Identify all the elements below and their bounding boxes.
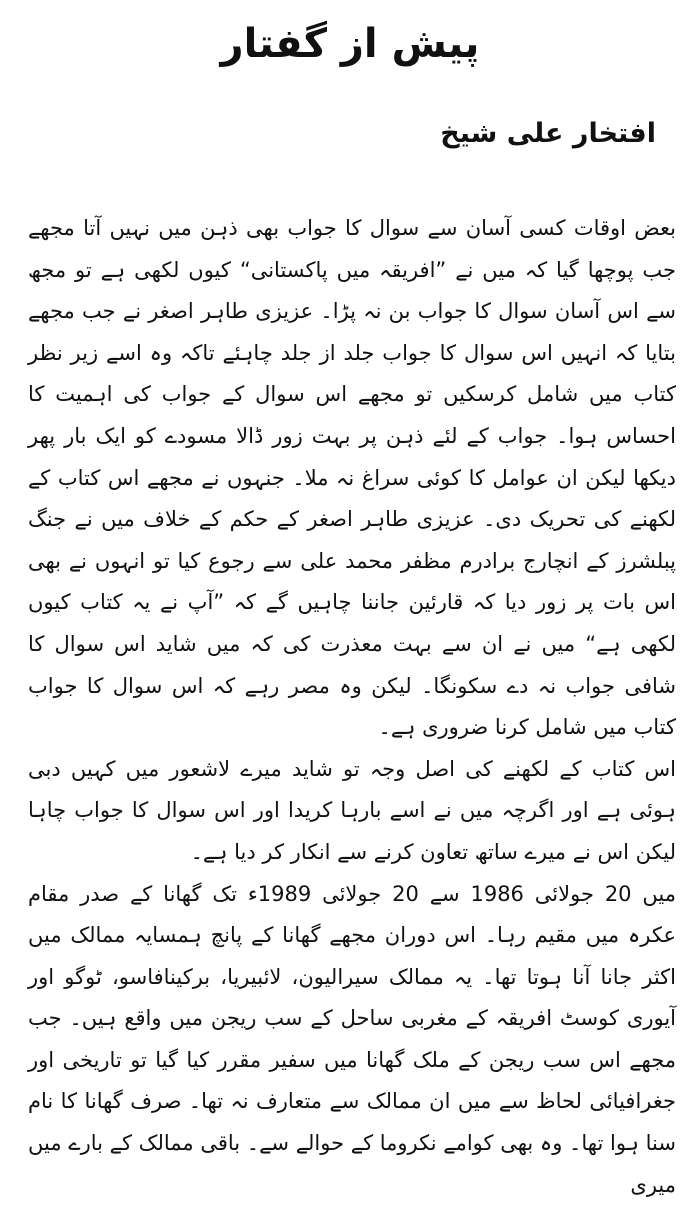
page-title: پیش از گفتار	[0, 14, 700, 74]
body-text	[28, 208, 676, 1206]
paragraph-1: بعض اوقات کسی آسان سے سوال کا جواب بھی ذہن میں نہیں آتا مجھے جب پوچھا گیا کہ میں نے ”افریقہ میں پاکستانی“ کیوں لکھی ہے تو مجھ سے اس آسان سوال کا جواب بن نہ پڑا۔ عزیزی طاہر اصغر نے جب مجھے بتایا کہ انہیں اس سوال کا جواب جلد از جلد چاہئے تاکہ وہ اسے زیر نظر کتاب میں شامل کرسکیں تو مجھے اس سوال کے جواب کی اہمیت کا احساس ہوا۔ جواب کے لئے ذہن پر بہت زور ڈالا مسودے کو ایک بار پھر دیکھا لیکن ان عوامل کا کوئی سراغ نہ ملا۔ جنہوں نے مجھے اس کتاب کے لکھنے کی تحریک دی۔ عزیزی طاہر اصغر کے حکم کے خلاف میں نے جنگ پبلشرز کے انچارج برادرم مظفر محمد علی سے رجوع کیا تو انہوں نے بھی اس بات پر زور دیا کہ قارئین جاننا چاہیں گے کہ ”آپ نے یہ کتاب کیوں لکھی ہے“ میں نے ان سے بہت معذرت کی کہ میں شاید اس سوال کا شافی جواب نہ دے سکونگا۔ لیکن وہ مصر رہے کہ اس سوال کا جواب کتاب میں شامل کرنا ضروری ہے۔	[28, 208, 676, 749]
paragraph-3: میں 20 جولائی 1986 سے 20 جولائی 1989ء تک گھانا کے صدر مقام عکرہ میں مقیم رہا۔ اس دوران مجھے گھانا کے پانچ ہمسایہ ممالک میں اکثر جانا آنا ہوتا تھا۔ یہ ممالک سیرالیون، لائبیریا، برکینافاسو، ٹوگو اور آیوری کوسٹ افریقہ کے مغربی ساحل کے سب ریجن میں واقع ہیں۔ جب مجھے اس سب ریجن کے ملک گھانا میں سفیر مقرر کیا گیا تو تاریخی اور جغرافیائی لحاظ سے میں ان ممالک سے متعارف نہ تھا۔ صرف گھانا کا نام سنا ہوا تھا۔ وہ بھی کوامے نکروما کے حوالے سے۔ باقی ممالک کے بارے میں میری	[28, 874, 676, 1206]
author-name: افتخار علی شیخ	[440, 112, 656, 156]
paragraph-2: اس کتاب کے لکھنے کی اصل وجہ تو شاید میرے لاشعور میں کہیں دبی ہوئی ہے اور اگرچہ میں نے اسے بارہا کریدا اور اس سوال کا جواب چاہا لیکن اس نے میرے ساتھ تعاون کرنے سے انکار کر دیا ہے۔	[28, 749, 676, 874]
